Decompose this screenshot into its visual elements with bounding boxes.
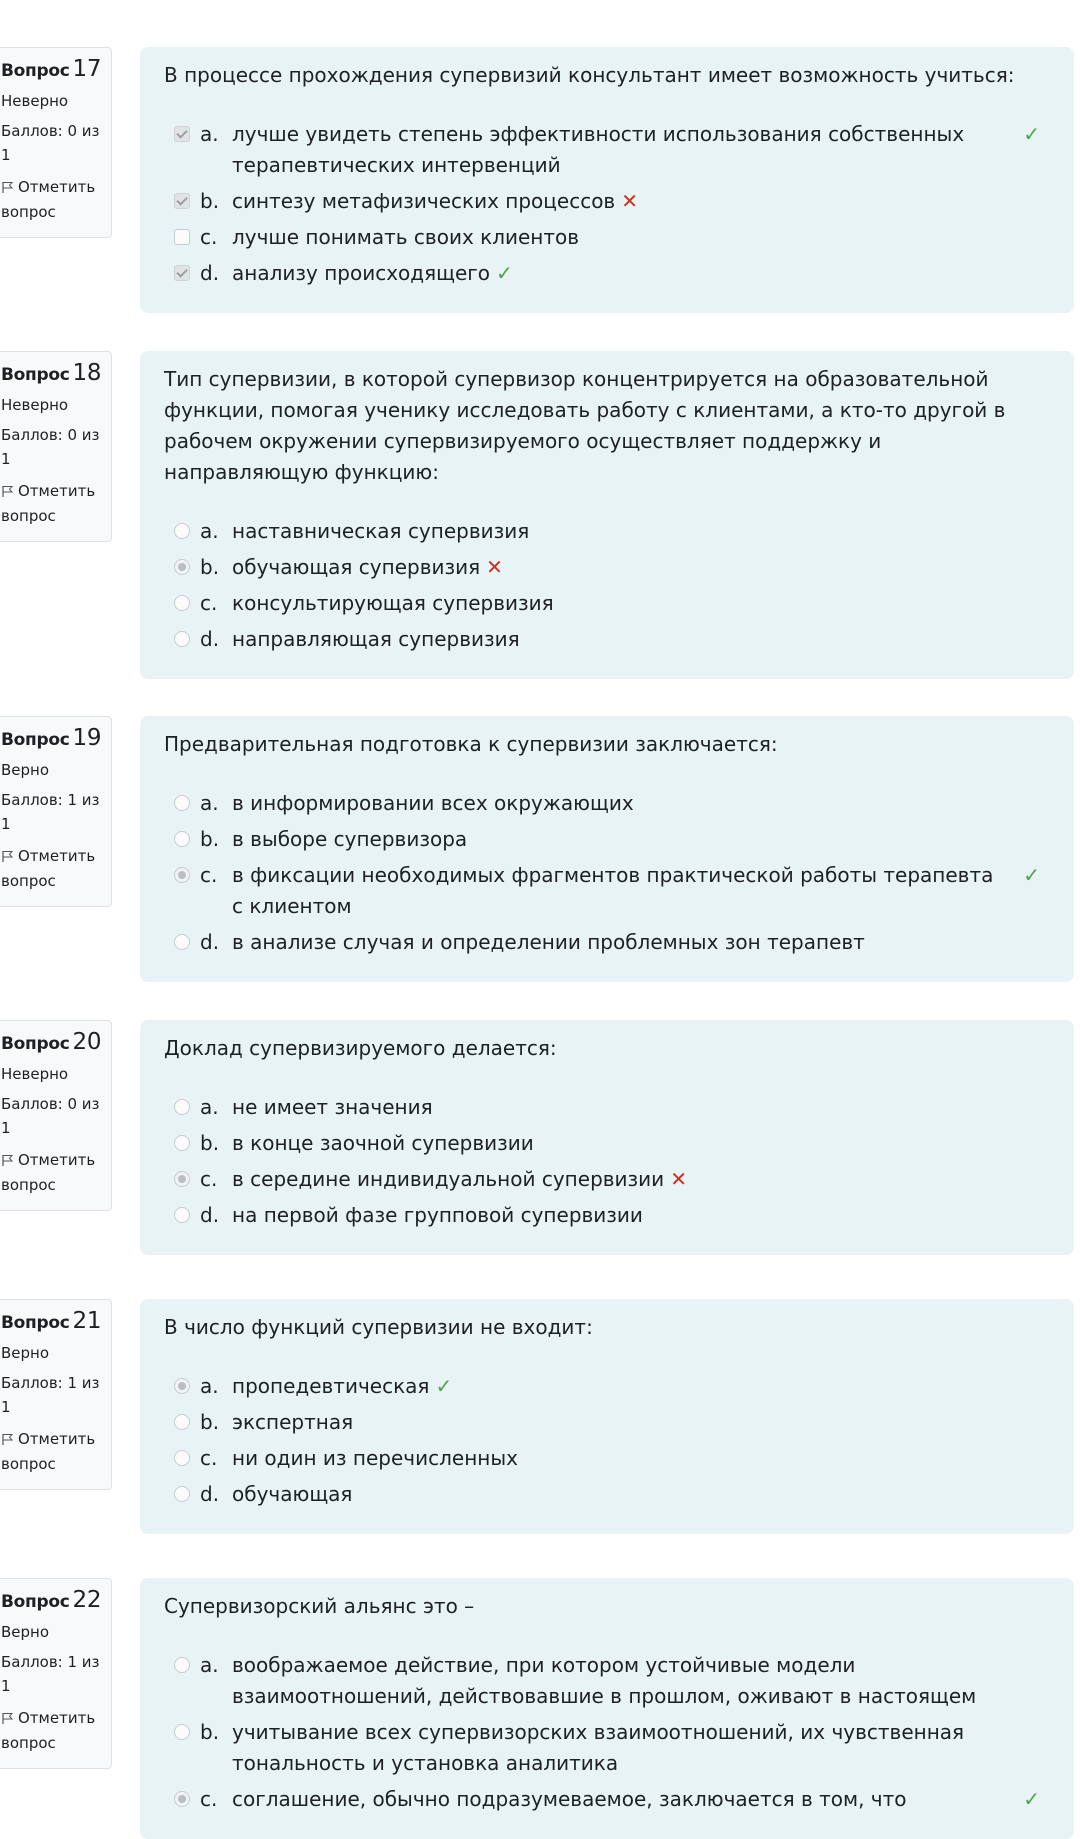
answer-option[interactable] [164,1371,1050,1402]
answer-option[interactable] [164,1092,1050,1123]
answer-text [232,1092,1010,1123]
answer-option[interactable] [164,1717,1050,1779]
question-number-value: 20 [72,1029,102,1055]
question-state: Неверно [1,92,69,110]
question-label: Вопрос [1,730,70,750]
question-content [140,1020,1074,1255]
answer-text-value: направляющая супервизия [232,627,520,651]
answer-radio[interactable] [174,1450,190,1466]
question-grade: Баллов: 1 из 1 [1,1653,100,1695]
question-info [0,1578,112,1769]
flag-label: Отметить вопрос [1,178,96,221]
question-content [140,1299,1074,1534]
answer-text-value: соглашение, обычно подразумеваемое, заключается в том, что [232,1787,907,1811]
answer-text-value: на первой фазе групповой супервизии [232,1203,643,1227]
question-number-value: 19 [72,725,102,751]
answer-letter: c. [200,225,218,249]
answer-option[interactable] [164,186,1050,217]
answer-text [232,1443,1010,1474]
answer-letter: a. [200,122,219,146]
question-grade: Баллов: 0 из 1 [1,426,100,468]
answer-option[interactable] [164,1128,1050,1159]
answer-text-value: в информировании всех окружающих [232,791,634,815]
answer-letter: a. [200,1374,219,1398]
answer-radio[interactable] [174,631,190,647]
answer-option[interactable] [164,1200,1050,1231]
cross-icon: ✕ [670,1167,687,1191]
answer-checkbox[interactable] [174,265,190,281]
flag-question-link[interactable] [1,844,109,894]
question-label: Вопрос [1,1313,70,1333]
answer-letter: d. [200,1203,220,1227]
answer-radio[interactable] [174,867,190,883]
answer-radio[interactable] [174,1135,190,1151]
answer-letter: c. [200,591,218,615]
answer-text [232,1128,1010,1159]
answer-letter: b. [200,1410,220,1434]
cross-icon: ✕ [621,189,638,213]
answer-letter: a. [200,791,219,815]
answer-radio[interactable] [174,1791,190,1807]
answer-text-value: в конце заочной супервизии [232,1131,534,1155]
answer-letter: c. [200,1167,218,1191]
answer-text-value: анализу происходящего [232,261,491,285]
answer-text-value: в середине индивидуальной супервизии [232,1167,665,1191]
question-info [0,351,112,542]
answer-text [232,1164,1010,1195]
answer-checkbox[interactable] [174,126,190,142]
answer-text-value: обучающая [232,1482,353,1506]
answer-text-value: обучающая супервизия [232,555,481,579]
question-label: Вопрос [1,1592,70,1612]
question-state: Неверно [1,1065,69,1083]
flag-icon [1,1154,14,1167]
answer-text [232,1717,1010,1779]
question-number [1,1309,111,1335]
answer-letter: b. [200,1720,220,1744]
question-label: Вопрос [1,1034,70,1054]
answer-text [232,222,1010,253]
answer-option[interactable] [164,119,1050,181]
answer-letter: d. [200,627,220,651]
question-grade: Баллов: 0 из 1 [1,122,100,164]
answer-list [164,119,1050,289]
answer-option[interactable] [164,927,1050,958]
cross-icon: ✕ [486,555,503,579]
question-number-value: 21 [72,1308,102,1334]
answer-text [232,788,1010,819]
answer-radio[interactable] [174,595,190,611]
answer-radio[interactable] [174,1657,190,1673]
answer-letter: d. [200,1482,220,1506]
answer-option[interactable] [164,788,1050,819]
answer-text-value: лучше понимать своих клиентов [232,225,580,249]
answer-radio[interactable] [174,523,190,539]
question-state: Верно [1,1623,50,1641]
answer-text [232,588,1010,619]
question-number [1,1030,111,1056]
answer-checkbox[interactable] [174,193,190,209]
answer-text [232,186,1010,217]
flag-question-link[interactable] [1,479,109,529]
answer-text-value: не имеет значения [232,1095,433,1119]
check-icon: ✓ [435,1374,453,1398]
answer-text-value: ни один из перечисленных [232,1446,518,1470]
question-number [1,57,111,83]
answer-option[interactable] [164,1407,1050,1438]
check-icon: ✓ [1023,863,1040,887]
question-text: Предварительная подготовка к супервизии заключается: [164,732,778,756]
answer-text [232,1407,1010,1438]
answer-option[interactable] [164,588,1050,619]
question-info [0,716,112,907]
flag-icon [1,485,14,498]
question-text: Доклад супервизируемого делается: [164,1036,557,1060]
flag-icon [1,1712,14,1725]
answer-text-value: в выборе супервизора [232,827,468,851]
question-grade: Баллов: 1 из 1 [1,1374,100,1416]
question-content [140,351,1074,679]
question-text: Супервизорский альянс это – [164,1594,475,1618]
flag-question-link[interactable] [1,1427,109,1477]
answer-radio[interactable] [174,559,190,575]
question-text: В число функций супервизии не входит: [164,1315,593,1339]
answer-letter: b. [200,1131,220,1155]
answer-text [232,927,1010,958]
answer-letter: c. [200,1787,218,1811]
answer-text-value: экспертная [232,1410,354,1434]
answer-radio[interactable] [174,1171,190,1187]
question-text: Тип супервизии, в которой супервизор концентрируется на образовательной функции, помогая ученику исследовать работу с клиентами, а кто-то другой в рабочем окружении супервизируемого осуществляет поддержку и направляющую функцию: [164,367,1006,484]
answer-option[interactable] [164,222,1050,253]
answer-option[interactable] [164,1479,1050,1510]
flag-icon [1,181,14,194]
answer-list [164,516,1050,655]
answer-option[interactable] [164,1443,1050,1474]
answer-text-value: лучше увидеть степень эффективности использования собственных терапевтических интервенций [232,122,965,177]
answer-radio[interactable] [174,1207,190,1223]
answer-letter: a. [200,519,219,543]
answer-list [164,788,1050,958]
question-number [1,361,111,387]
answer-text [232,119,1010,181]
answer-text [232,624,1010,655]
flag-question-link[interactable] [1,175,109,225]
question-number [1,726,111,752]
answer-text [232,1371,1010,1402]
answer-text [232,1479,1010,1510]
answer-radio[interactable] [174,1724,190,1740]
check-icon: ✓ [496,261,513,285]
question-number [1,1588,111,1614]
answer-letter: a. [200,1653,219,1677]
flag-label: Отметить вопрос [1,1709,96,1752]
answer-radio[interactable] [174,1486,190,1502]
flag-question-link[interactable] [1,1706,109,1756]
answer-text [232,824,1010,855]
question-state: Верно [1,1344,50,1362]
answer-option[interactable] [164,552,1050,583]
question-content [140,716,1074,982]
question-info [0,1299,112,1490]
answer-text [232,1200,1010,1231]
question-grade: Баллов: 0 из 1 [1,1095,100,1137]
answer-letter: d. [200,261,220,285]
answer-option[interactable] [164,1164,1050,1195]
question-number-value: 18 [72,360,102,386]
answer-letter: b. [200,555,220,579]
answer-text-value: наставническая супервизия [232,519,530,543]
flag-question-link[interactable] [1,1148,109,1198]
answer-radio[interactable] [174,1378,190,1394]
answer-letter: d. [200,930,220,954]
answer-checkbox[interactable] [174,229,190,245]
flag-label: Отметить вопрос [1,1151,96,1194]
answer-text-value: воображаемое действие, при котором устойчивые модели взаимоотношений, действовавшие в прошлом, оживают в настоящем [232,1653,977,1708]
answer-radio[interactable] [174,934,190,950]
check-icon: ✓ [1023,1787,1040,1811]
answer-option[interactable] [164,624,1050,655]
flag-icon [1,850,14,863]
flag-label: Отметить вопрос [1,1430,96,1473]
answer-text-value: в анализе случая и определении проблемных зон терапевт [232,930,865,954]
question-grade: Баллов: 1 из 1 [1,791,100,833]
answer-text-value: учитывание всех супервизорских взаимоотношений, их чувственная тональность и установка аналитика [232,1720,965,1775]
answer-text-value: в фиксации необходимых фрагментов практической работы терапевта с клиентом [232,863,994,918]
answer-letter: c. [200,1446,218,1470]
answer-list [164,1371,1050,1510]
question-info [0,47,112,238]
answer-radio[interactable] [174,795,190,811]
answer-letter: b. [200,827,220,851]
answer-option[interactable] [164,860,1050,922]
answer-letter: b. [200,189,220,213]
question-label: Вопрос [1,61,70,81]
answer-text-value: консультирующая супервизия [232,591,554,615]
answer-letter: c. [200,863,218,887]
answer-text-value: синтезу метафизических процессов [232,189,616,213]
answer-radio[interactable] [174,831,190,847]
flag-icon [1,1433,14,1446]
question-state: Верно [1,761,50,779]
answer-option[interactable] [164,824,1050,855]
question-content [140,47,1074,313]
question-number-value: 17 [72,56,102,82]
answer-radio[interactable] [174,1414,190,1430]
answer-option[interactable] [164,516,1050,547]
answer-text [232,516,1010,547]
question-info [0,1020,112,1211]
answer-text [232,552,1010,583]
answer-radio[interactable] [174,1099,190,1115]
question-text: В процессе прохождения супервизий консультант имеет возможность учиться: [164,63,1015,87]
answer-list [164,1650,1050,1815]
answer-text-value: пропедевтическая [232,1374,430,1398]
answer-list [164,1092,1050,1231]
answer-option[interactable] [164,1650,1050,1712]
answer-text [232,860,1010,922]
flag-label: Отметить вопрос [1,847,96,890]
answer-option[interactable] [164,258,1050,289]
answer-text [232,258,1010,289]
question-label: Вопрос [1,365,70,385]
check-icon: ✓ [1023,122,1040,146]
answer-letter: a. [200,1095,219,1119]
question-number-value: 22 [72,1587,102,1613]
answer-text [232,1650,1010,1712]
question-state: Неверно [1,396,69,414]
flag-label: Отметить вопрос [1,482,96,525]
